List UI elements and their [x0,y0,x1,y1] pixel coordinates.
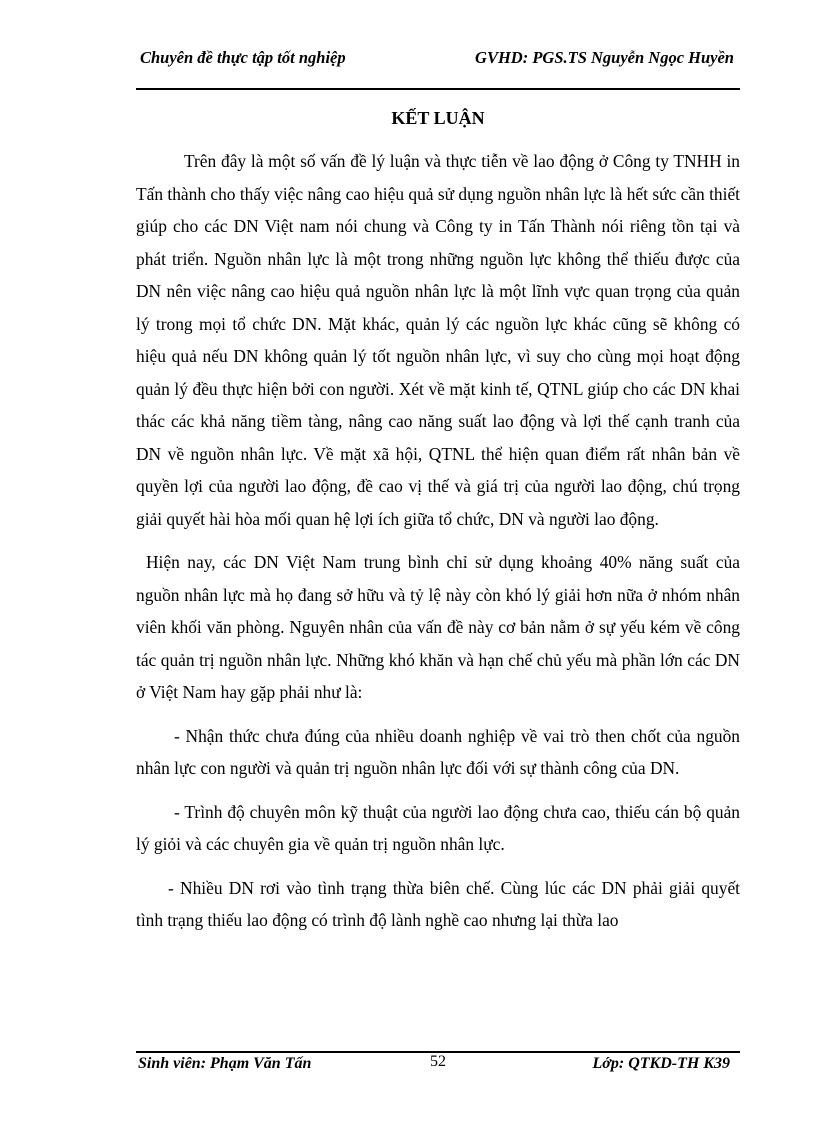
bullet-overstaffing: - Nhiều DN rơi vào tình trạng thừa biên chế. Cùng lúc các DN phải giải quyết tình trạng thiếu lao động có trình độ lành nghề cao nhưng lại thừa lao [136,877,740,930]
bullet-awareness: - Nhận thức chưa đúng của nhiều doanh nghiệp về vai trò then chốt của nguồn nhân lực con người và quản trị nguồn nhân lực đối với sự thành công của DN. [136,725,740,778]
page-number: 52 [430,1053,446,1070]
header-divider [136,88,740,90]
footer-student: Sinh viên: Phạm Văn Tấn [138,1055,312,1072]
footer-class: Lớp: QTKD-TH K39 [592,1055,730,1072]
paragraph-conclusion-intro: Trên đây là một số vấn đề lý luận và thực tiễn về lao động ở Công ty TNHH in Tấn thành cho thấy việc nâng cao hiệu quả sử dụng nguồn nhân lực là hết sức cần thiết giúp cho các DN Việt nam nói chung và Công ty in Tấn Thành nói riêng tồn tại và phát triển. Nguồn nhân lực là một trong những nguồn lực không thể thiếu được của DN nên việc nâng cao hiệu quả nguồn nhân lực là một lĩnh vực quan trọng của quản lý trong mọi tổ chức DN. Mặt khác, quản lý các nguồn lực khác cũng sẽ không có hiệu quả nếu DN không quản lý tốt nguồn nhân lực, vì suy cho cùng mọi hoạt động quản lý đều thực hiện bởi con người. Xét về mặt kinh tế, QTNL giúp cho các DN khai thác các khả năng tiềm tàng, nâng cao năng suất lao động và lợi thế cạnh tranh của DN về nguồn nhân lực. Về mặt xã hội, QTNL thể hiện quan điểm rất nhân bản về quyền lợi của người lao động, đề cao vị thế và giá trị của người lao động, chú trọng giải quyết hài hòa mối quan hệ lợi ích giữa tổ chức, DN và người lao động. [136,151,740,529]
paragraph-current-situation: Hiện nay, các DN Việt Nam trung bình chỉ sử dụng khoảng 40% năng suất của nguồn nhân lực mà họ đang sở hữu và tỷ lệ này còn khó lý giải hơn nữa ở nhóm nhân viên khối văn phòng. Nguyên nhân của vấn đề này cơ bản nằm ở sự yếu kém về công tác quản trị nguồn nhân lực. Những khó khăn và hạn chế chủ yếu mà phần lớn các DN ở Việt Nam hay gặp phải như là: [136,552,740,702]
section-title: KẾT LUẬN [391,108,485,128]
header-document-type: Chuyên đề thực tập tốt nghiệp [140,48,346,67]
page-header [136,40,740,90]
page-footer [136,1051,740,1081]
bullet-qualification: - Trình độ chuyên môn kỹ thuật của người lao động chưa cao, thiếu cán bộ quản lý giỏi và các chuyên gia về quản trị nguồn nhân lực. [136,801,740,854]
header-supervisor: GVHD: PGS.TS Nguyễn Ngọc Huyền [475,48,734,67]
body-text [136,145,740,948]
